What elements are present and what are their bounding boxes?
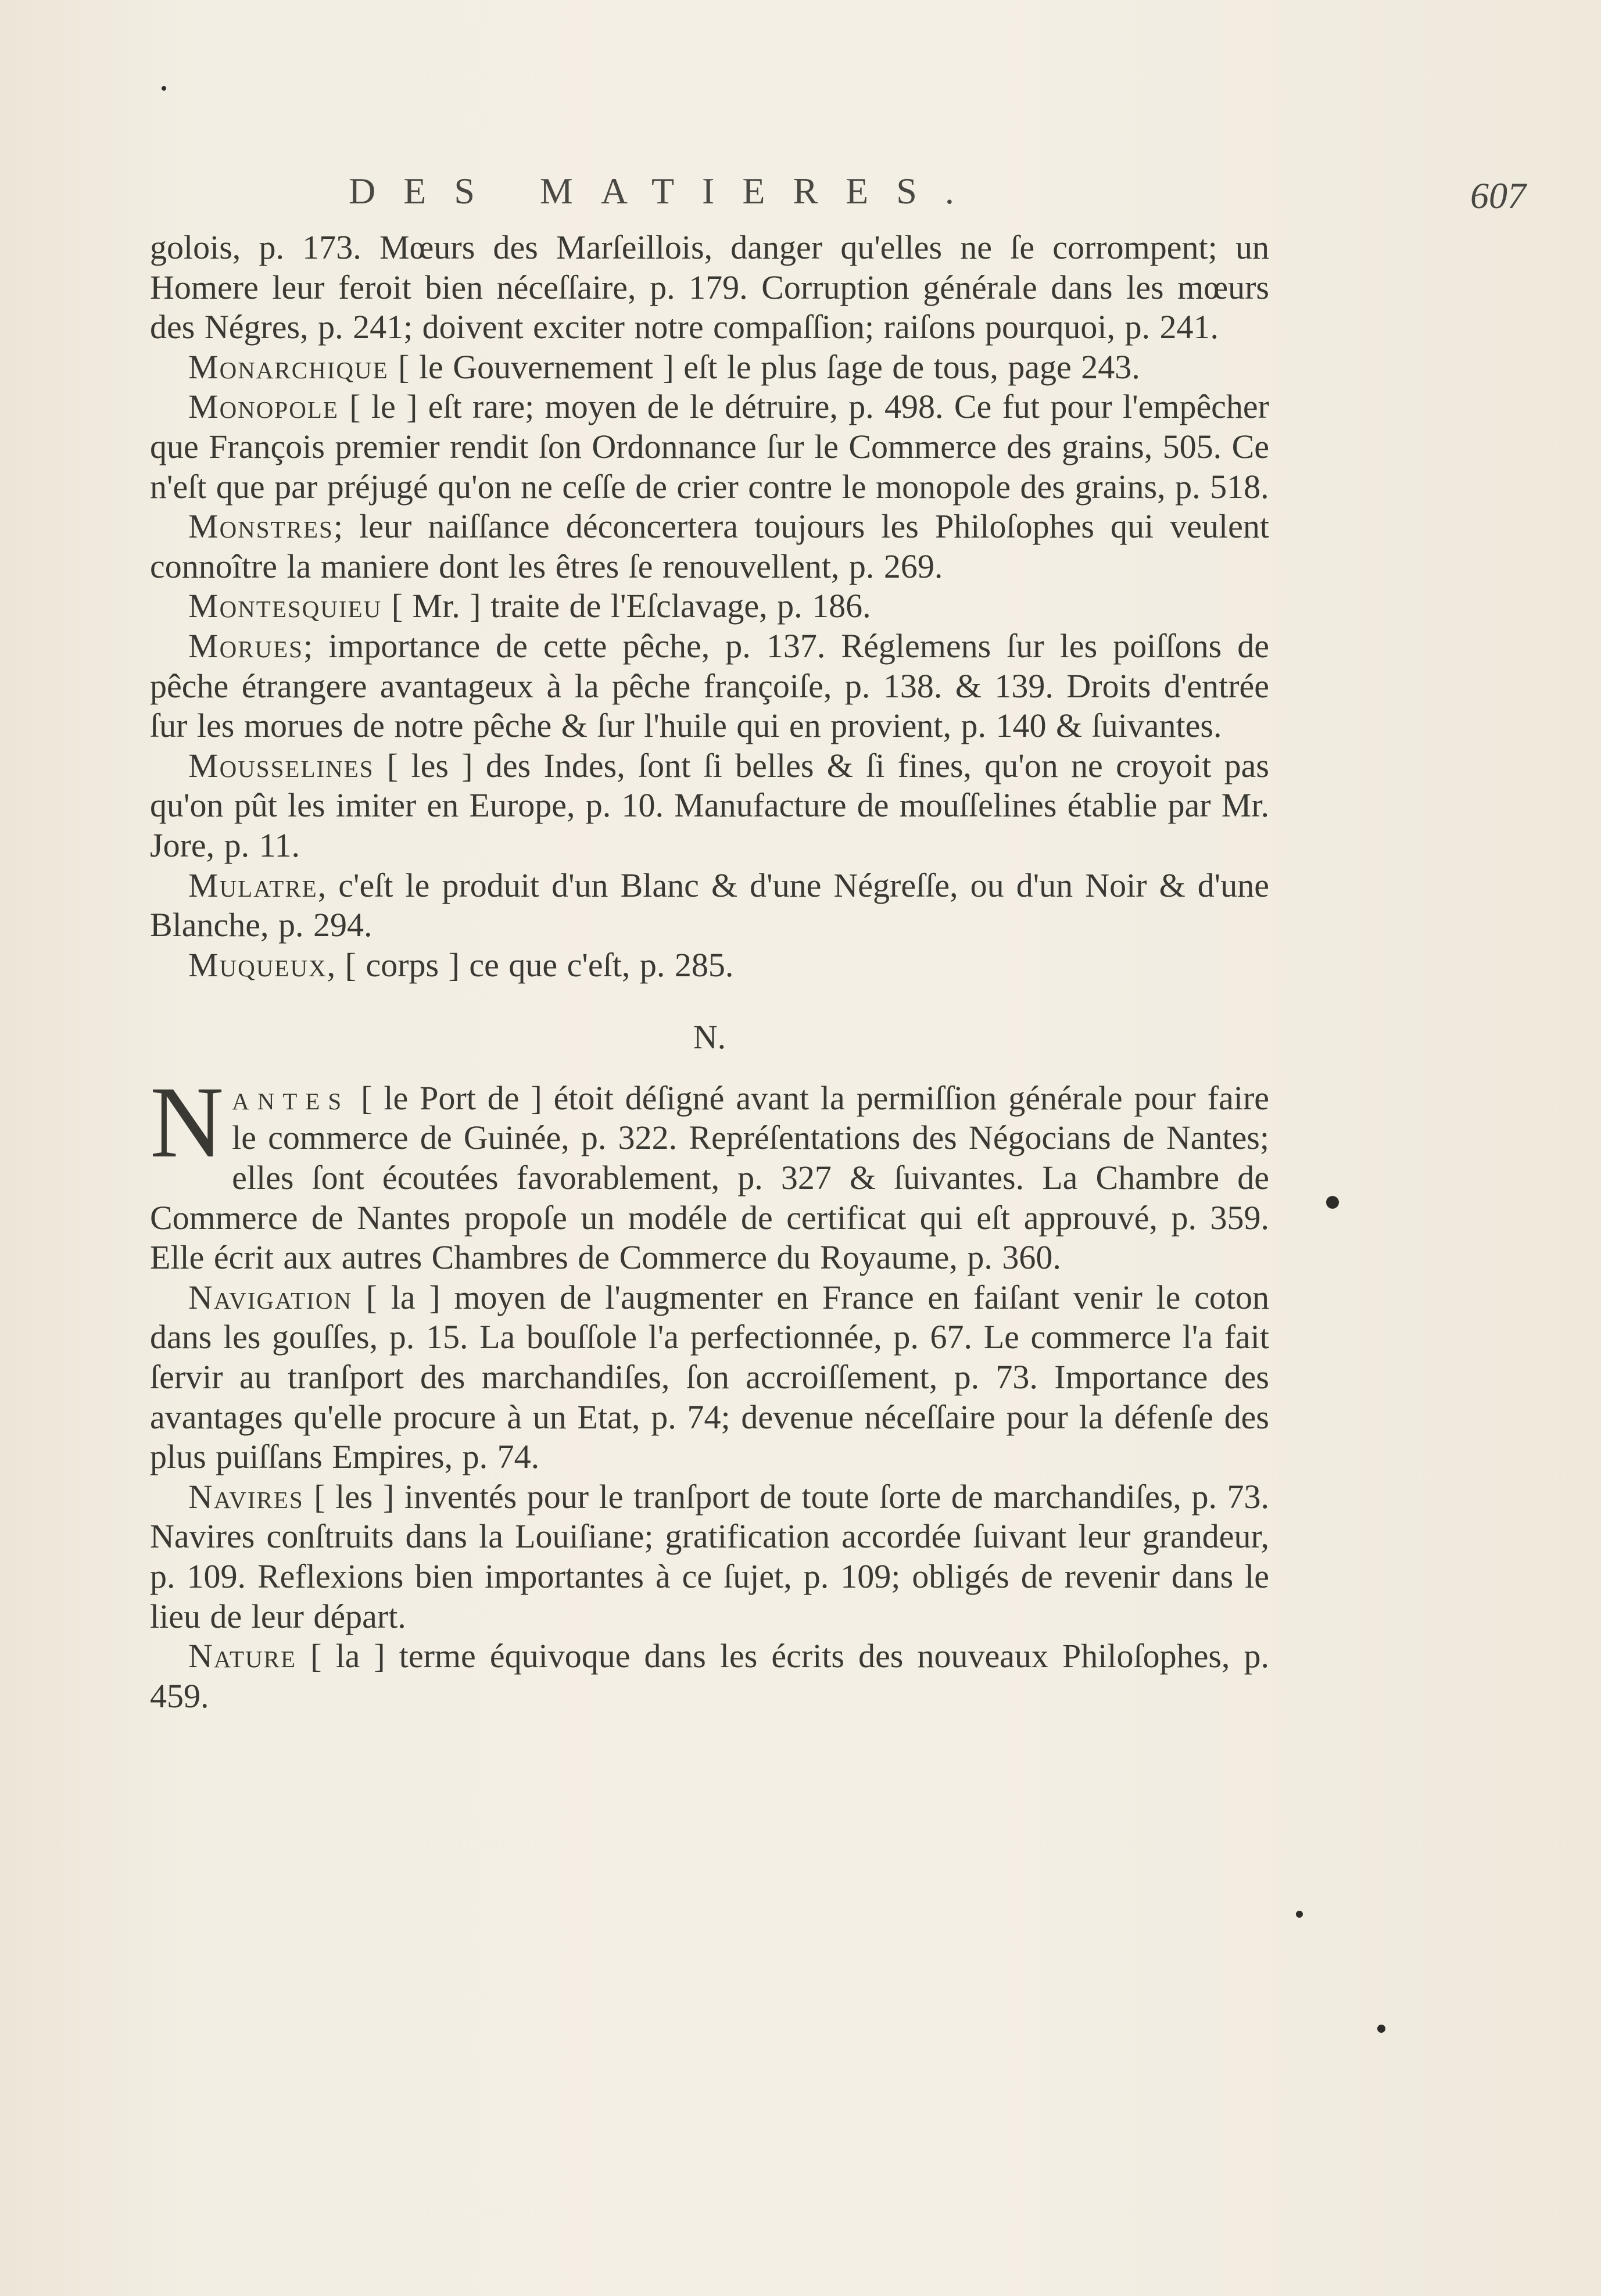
index-entry (150, 746, 1269, 866)
entry-text: , c'eſt le produit d'un Blanc & d'une Négreſſe, ou d'un Noir & d'une Blanche, p. 294. (150, 866, 1269, 944)
entry-head: Mulatre (188, 866, 318, 904)
index-column (150, 228, 1269, 1716)
entry-head: Navires (188, 1477, 304, 1516)
entry-head: Morues (188, 626, 303, 665)
entry-text: [ le ] eſt rare; moyen de le détruire, p. 498. Ce fut pour l'empêcher que François premier rendit ſon Ordonnance ſur le Commerce des grains, 505. Ce n'eſt que par préjugé qu'on ne ceſſe de crier contre le monopole des grains, p. 518. (150, 388, 1269, 506)
index-entry (150, 348, 1269, 388)
entry-head: Nature (188, 1637, 296, 1675)
entry-head: antes (232, 1079, 350, 1117)
index-entry (150, 387, 1269, 507)
section-letter-heading: N. (693, 1018, 726, 1056)
index-entry (150, 626, 1269, 746)
drop-cap: N (150, 1065, 224, 1179)
index-entry-lead (150, 1065, 1269, 1278)
entry-text: [ les ] des Indes, ſont ſi belles & ſi fines, qu'on ne croyoit pas qu'on pût les imiter en Europe, p. 10. Manufacture de mouſſelines établie par Mr. Jore, p. 11. (150, 746, 1269, 864)
index-entry (150, 507, 1269, 586)
index-entry (150, 228, 1269, 348)
entry-text: [ le Gouvernement ] eſt le plus ſage de tous, page 243. (388, 348, 1140, 386)
entry-text: golois, p. 173. Mœurs des Marſeillois, danger qu'elles ne ſe corrompent; un Homere leur feroit bien néceſſaire, p. 179. Corruption générale dans les mœurs des Négres, p. 241; doivent exciter notre compaſſion; raiſons pourquoi, p. 241. (150, 228, 1269, 346)
entry-head: Monopole (188, 388, 339, 426)
entry-head: Montesquieu (188, 587, 382, 625)
entry-head: Monarchique (188, 348, 389, 386)
entry-text: ; leur naiſſance déconcertera toujours les Philoſophes qui veulent connoître la maniere dont les êtres ſe renouvellent, p. 269. (150, 507, 1269, 585)
entry-text: [ Mr. ] traite de l'Eſclavage, p. 186. (382, 587, 871, 625)
entry-text: [ la ] moyen de l'augmenter en France en faiſant venir le coton dans les gouſſes, p. 15. La bouſſole l'a perfectionnée, p. 67. Le commerce l'a fait ſervir au tranſport des marchandiſes, ſon accroiſſement, p. 73. Importance des avantages qu'elle procure à un Etat, p. 74; devenue néceſſaire pour la défenſe des plus puiſſans Empires, p. 74. (150, 1278, 1269, 1476)
running-head: DES MATIERES. (349, 170, 982, 212)
ink-speck (1296, 1911, 1303, 1918)
entry-text: , [ corps ] ce que c'eſt, p. 285. (327, 945, 734, 984)
index-entry (150, 1477, 1269, 1636)
index-entry (150, 945, 1269, 986)
ink-speck (1326, 1196, 1339, 1209)
page-number: 607 (1470, 175, 1526, 216)
index-entry (150, 1636, 1269, 1716)
index-entry (150, 586, 1269, 626)
entry-text: [ le Port de ] étoit déſigné avant la permiſſion générale pour faire le commerce de Guinée, p. 322. Repréſentations des Négocians de Nantes; elles ſont écoutées favorablement, p. 327 & ſuivantes. La Chambre de Commerce de Nantes propoſe un modéle de certificat qui eſt approuvé, p. 359. Elle écrit aux autres Chambres de Commerce du Royaume, p. 360. (150, 1079, 1269, 1277)
index-entry (150, 1278, 1269, 1477)
entry-text: [ la ] terme équivoque dans les écrits des nouveaux Philoſophes, p. 459. (150, 1637, 1269, 1715)
entry-head: Mousselines (188, 746, 374, 785)
ink-speck (1377, 2025, 1385, 2033)
entry-text: [ les ] inventés pour le tranſport de toute ſorte de marchandiſes, p. 73. Navires conſtruits dans la Louiſiane; gratification accordée ſuivant leur grandeur, p. 109. Reflexions bien importantes à ce ſujet, p. 109; obligés de revenir dans le lieu de leur départ. (150, 1477, 1269, 1635)
index-entry (150, 866, 1269, 945)
entry-head: Muqueux (188, 945, 327, 984)
entry-text: ; importance de cette pêche, p. 137. Réglemens ſur les poiſſons de pêche étrangere avantageux à la pêche françoiſe, p. 138. & 139. Droits d'entrée ſur les morues de notre pêche & ſur l'huile qui en provient, p. 140 & ſuivantes. (150, 626, 1269, 745)
entry-head: Monstres (188, 507, 334, 546)
ink-speck (162, 86, 166, 91)
entry-head: Navigation (188, 1278, 353, 1316)
